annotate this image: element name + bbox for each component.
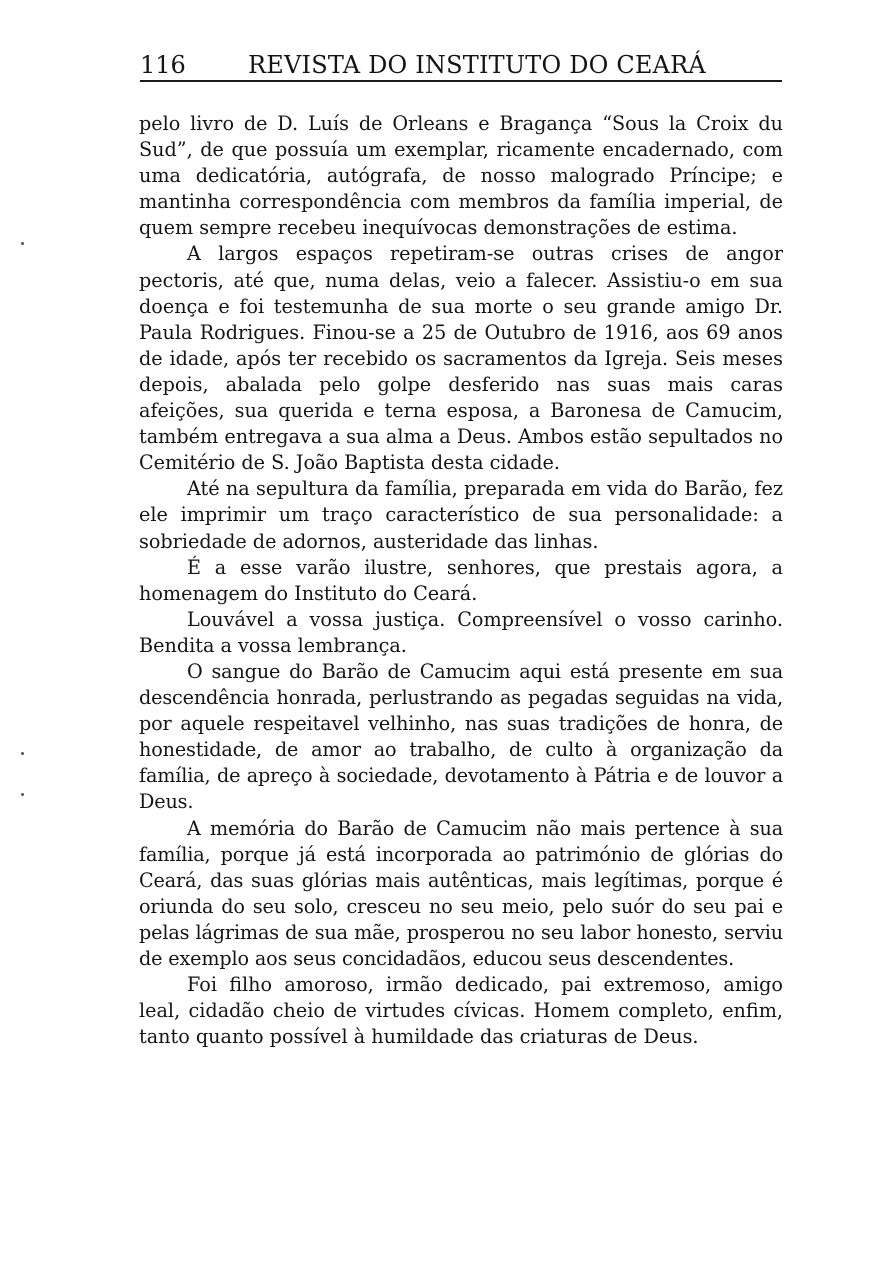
scan-speck <box>21 793 24 796</box>
paragraph-4: É a esse varão ilustre, senhores, que prestais agora, a homenagem do Instituto do Ceará. <box>139 555 783 605</box>
page-number: 116 <box>140 51 186 79</box>
paragraph-7: A memória do Barão de Camucim não mais pertence à sua família, porque já está incorporada ao património de glórias do Ceará, das suas glórias mais autênticas, mais legítimas, porque é oriunda do seu solo, cresceu no seu meio, pelo suór do seu pai e pelas lágrimas de sua mãe, prosperou no seu labor honesto, serviu de exemplo aos seus concidadãos, educou seus descendentes. <box>139 816 783 970</box>
paragraph-1: pelo livro de D. Luís de Orleans e Bragança “Sous la Croix du Sud”, de que possuía um exemplar, ricamente encadernado, com uma dedicatória, autógrafa, de nosso malogrado Príncipe; e mantinha correspondência com membros da família imperial, de quem sempre recebeu inequívocas demonstrações de estima. <box>139 112 783 240</box>
paragraph-6: O sangue do Barão de Camucim aqui está presente em sua descendência honrada, perlustrando as pegadas seguidas na vida, por aquele respeitavel velhinho, nas suas tradições de honra, de honestidade, de amor ao trabalho, de culto à organização da família, de apreço à sociedade, devotamento à Pátria e de louvor a Deus. <box>139 659 783 814</box>
paragraph-8: Foi filho amoroso, irmão dedicado, pai extremoso, amigo leal, cidadão cheio de virtudes cívicas. Homem completo, enfim, tanto quanto possível à humildade das criaturas de Deus. <box>139 973 783 1049</box>
scan-speck <box>21 752 24 755</box>
paragraph-5: Louvável a vossa justiça. Compreensível o vosso carinho. Bendita a vossa lembrança. <box>139 607 783 657</box>
paragraph-2: A largos espaços repetiram-se outras crises de angor pectoris, até que, numa delas, veio a falecer. Assistiu-o em sua doença e foi testemunha de sua morte o seu grande amigo Dr. Paula Rodrigues. Finou-se a 25 de Outubro de 1916, aos 69 anos de idade, após ter recebido os sacramentos da Igreja. Seis meses depois, abalada pelo golpe desferido nas suas mais caras afeições, sua querida e terna esposa, a Baronesa de Camucim, também entregava a sua alma a Deus. Ambos estão sepultados no Cemitério de S. João Baptista desta cidade. <box>139 242 783 475</box>
running-title: REVISTA DO INSTITUTO DO CEARÁ <box>248 51 706 79</box>
scan-speck <box>21 242 24 245</box>
body-text <box>139 111 783 1050</box>
page-header <box>140 50 782 80</box>
header-rule <box>140 80 782 82</box>
paragraph-3: Até na sepultura da família, preparada em vida do Barão, fez ele imprimir um traço característico de sua personalidade: a sobriedade de adornos, austeridade das linhas. <box>139 477 783 553</box>
